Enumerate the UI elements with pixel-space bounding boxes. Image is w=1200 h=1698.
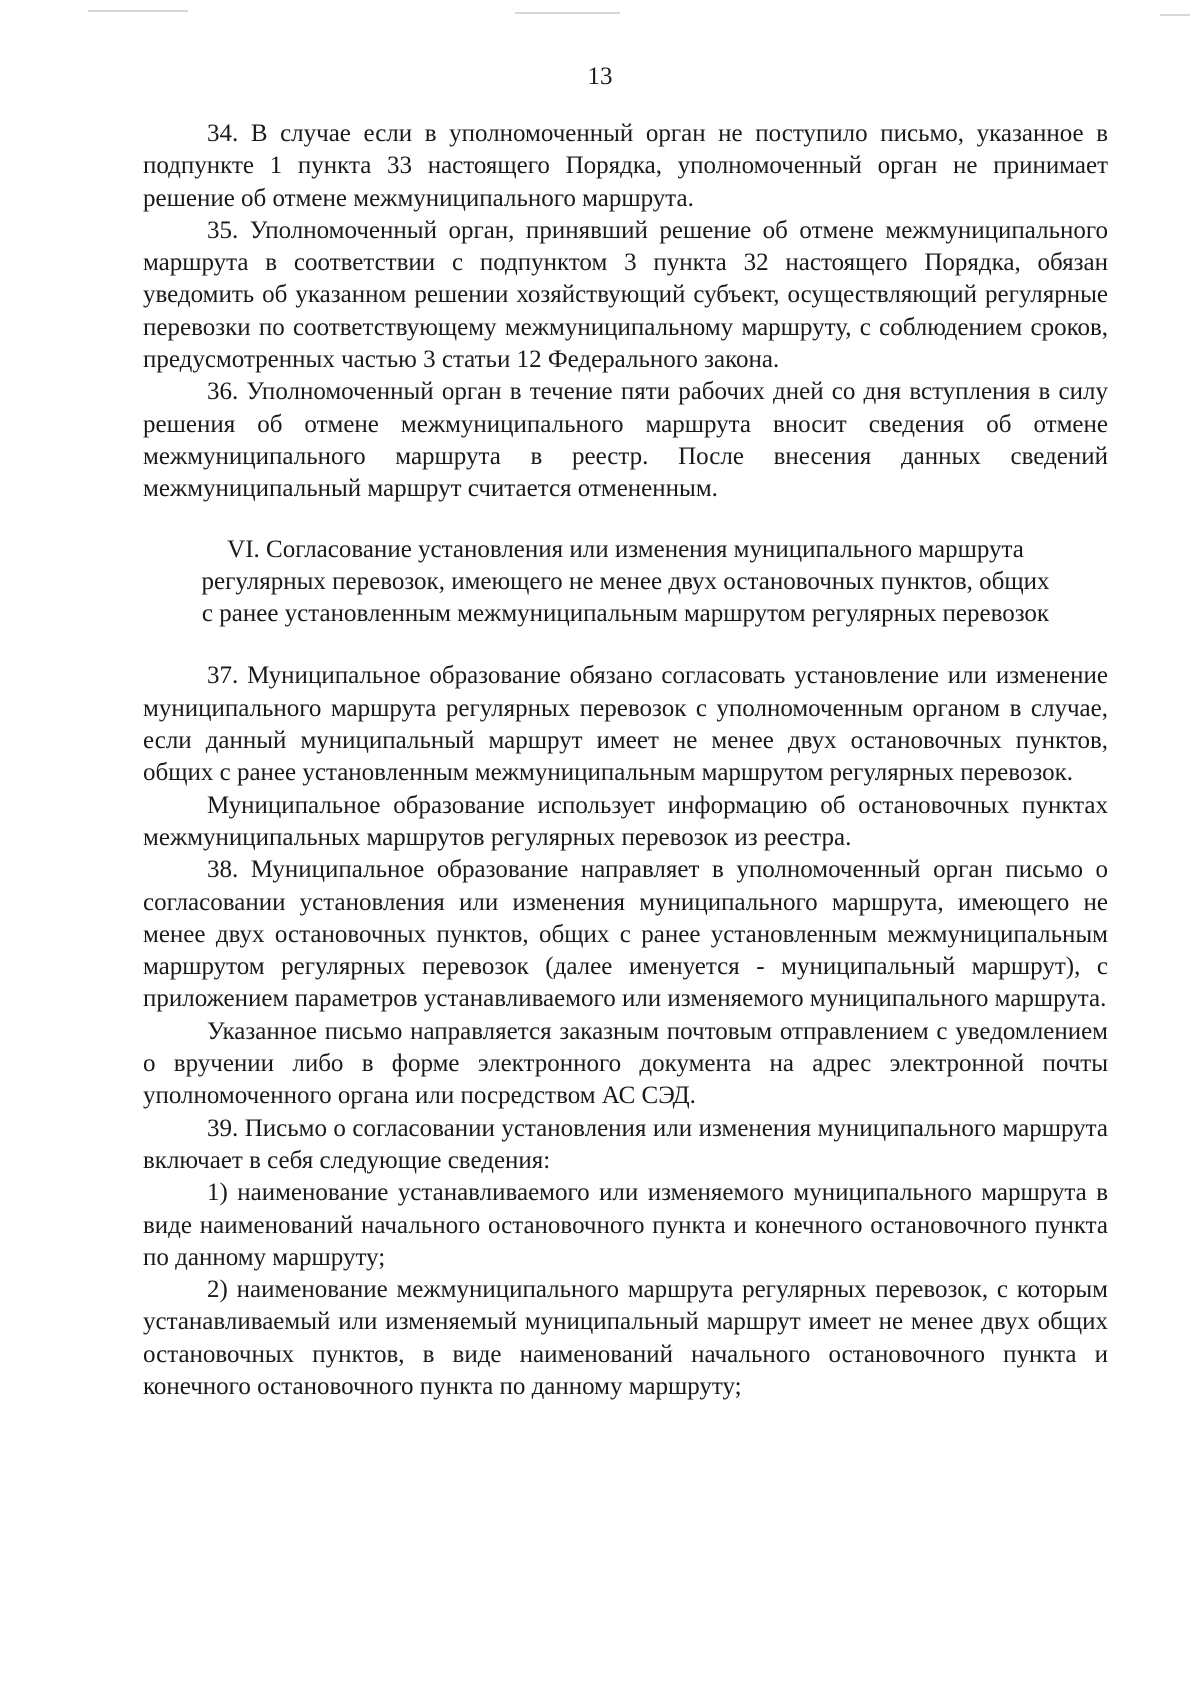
scan-artifact-center [515,12,620,14]
document-body [143,118,1108,1403]
paragraph-38: 38. Муниципальное образование направляет в уполномоченный орган письмо о согласовании установления или изменения муниципального маршрута, имеющего не менее двух остановочных пунктов, общих с ранее установленным межмуниципальным маршрутом регулярных перевозок (далее именуется - муниципальный маршрут), с приложением параметров устанавливаемого или изменяемого муниципального маршрута. [143,856,1108,1013]
spacer [143,630,1108,660]
section-heading [143,534,1108,631]
paragraph-37-continued: Муниципальное образование использует информацию об остановочных пунктах межмуниципальных маршрутов регулярных перевозок из реестра. [143,791,1108,851]
paragraph-35: 35. Уполномоченный орган, принявший решение об отмене межмуниципального маршрута в соответствии с подпунктом 3 пункта 32 настоящего Порядка, обязан уведомить об указанном решении хозяйствующий субъект, осуществляющий регулярные перевозки по соответствующему межмуниципальному маршруту, с соблюдением сроков, предусмотренных частью 3 статьи 12 Федерального закона. [143,216,1108,374]
section-heading-line-1: VI. Согласование установления или изменения муниципального маршрута [227,535,1024,563]
paragraph-38-continued: Указанное письмо направляется заказным почтовым отправлением с уведомлением о вручении либо в форме электронного документа на адрес электронной почты уполномоченного органа или посредством АС СЭД. [143,1017,1108,1110]
paragraph-39-item-2: 2) наименование межмуниципального маршрута регулярных перевозок, с которым устанавливаемый или изменяемый муниципальный маршрут имеет не менее двух общих остановочных пунктов, в виде наименований начального остановочного пункта и конечного остановочного пункта по данному маршруту; [143,1276,1108,1400]
page-number: 13 [587,63,613,90]
section-heading-line-3: с ранее установленным межмуниципальным маршрутом регулярных перевозок [201,600,1050,628]
scan-artifact-right [1160,14,1190,16]
section-heading-line-2: регулярных перевозок, имеющего не менее двух остановочных пунктов, общих [201,567,1050,595]
paragraph-39-item-1: 1) наименование устанавливаемого или изменяемого муниципального маршрута в виде наименований начального остановочного пункта и конечного остановочного пункта по данному маршруту; [143,1179,1108,1271]
paragraph-37: 37. Муниципальное образование обязано согласовать установление или изменение муниципального маршрута регулярных перевозок с уполномоченным органом в случае, если данный муниципальный маршрут имеет не менее двух остановочных пунктов, общих с ранее установленным межмуниципальным маршрутом регулярных перевозок. [143,662,1108,787]
paragraph-39: 39. Письмо о согласовании установления или изменения муниципального маршрута включает в себя следующие сведения: [143,1114,1108,1174]
paragraph-34: 34. В случае если в уполномоченный орган не поступило письмо, указанное в подпункте 1 пункта 33 настоящего Порядка, уполномоченный орган не принимает решение об отмене межмуниципального маршрута. [143,120,1108,212]
scan-artifact-left [88,10,188,12]
paragraph-36: 36. Уполномоченный орган в течение пяти рабочих дней со дня вступления в силу решения об отмене межмуниципального маршрута вносит сведения об отмене межмуниципального маршрута в реестр. После внесения данных сведений межмуниципальный маршрут считается отмененным. [143,378,1108,503]
